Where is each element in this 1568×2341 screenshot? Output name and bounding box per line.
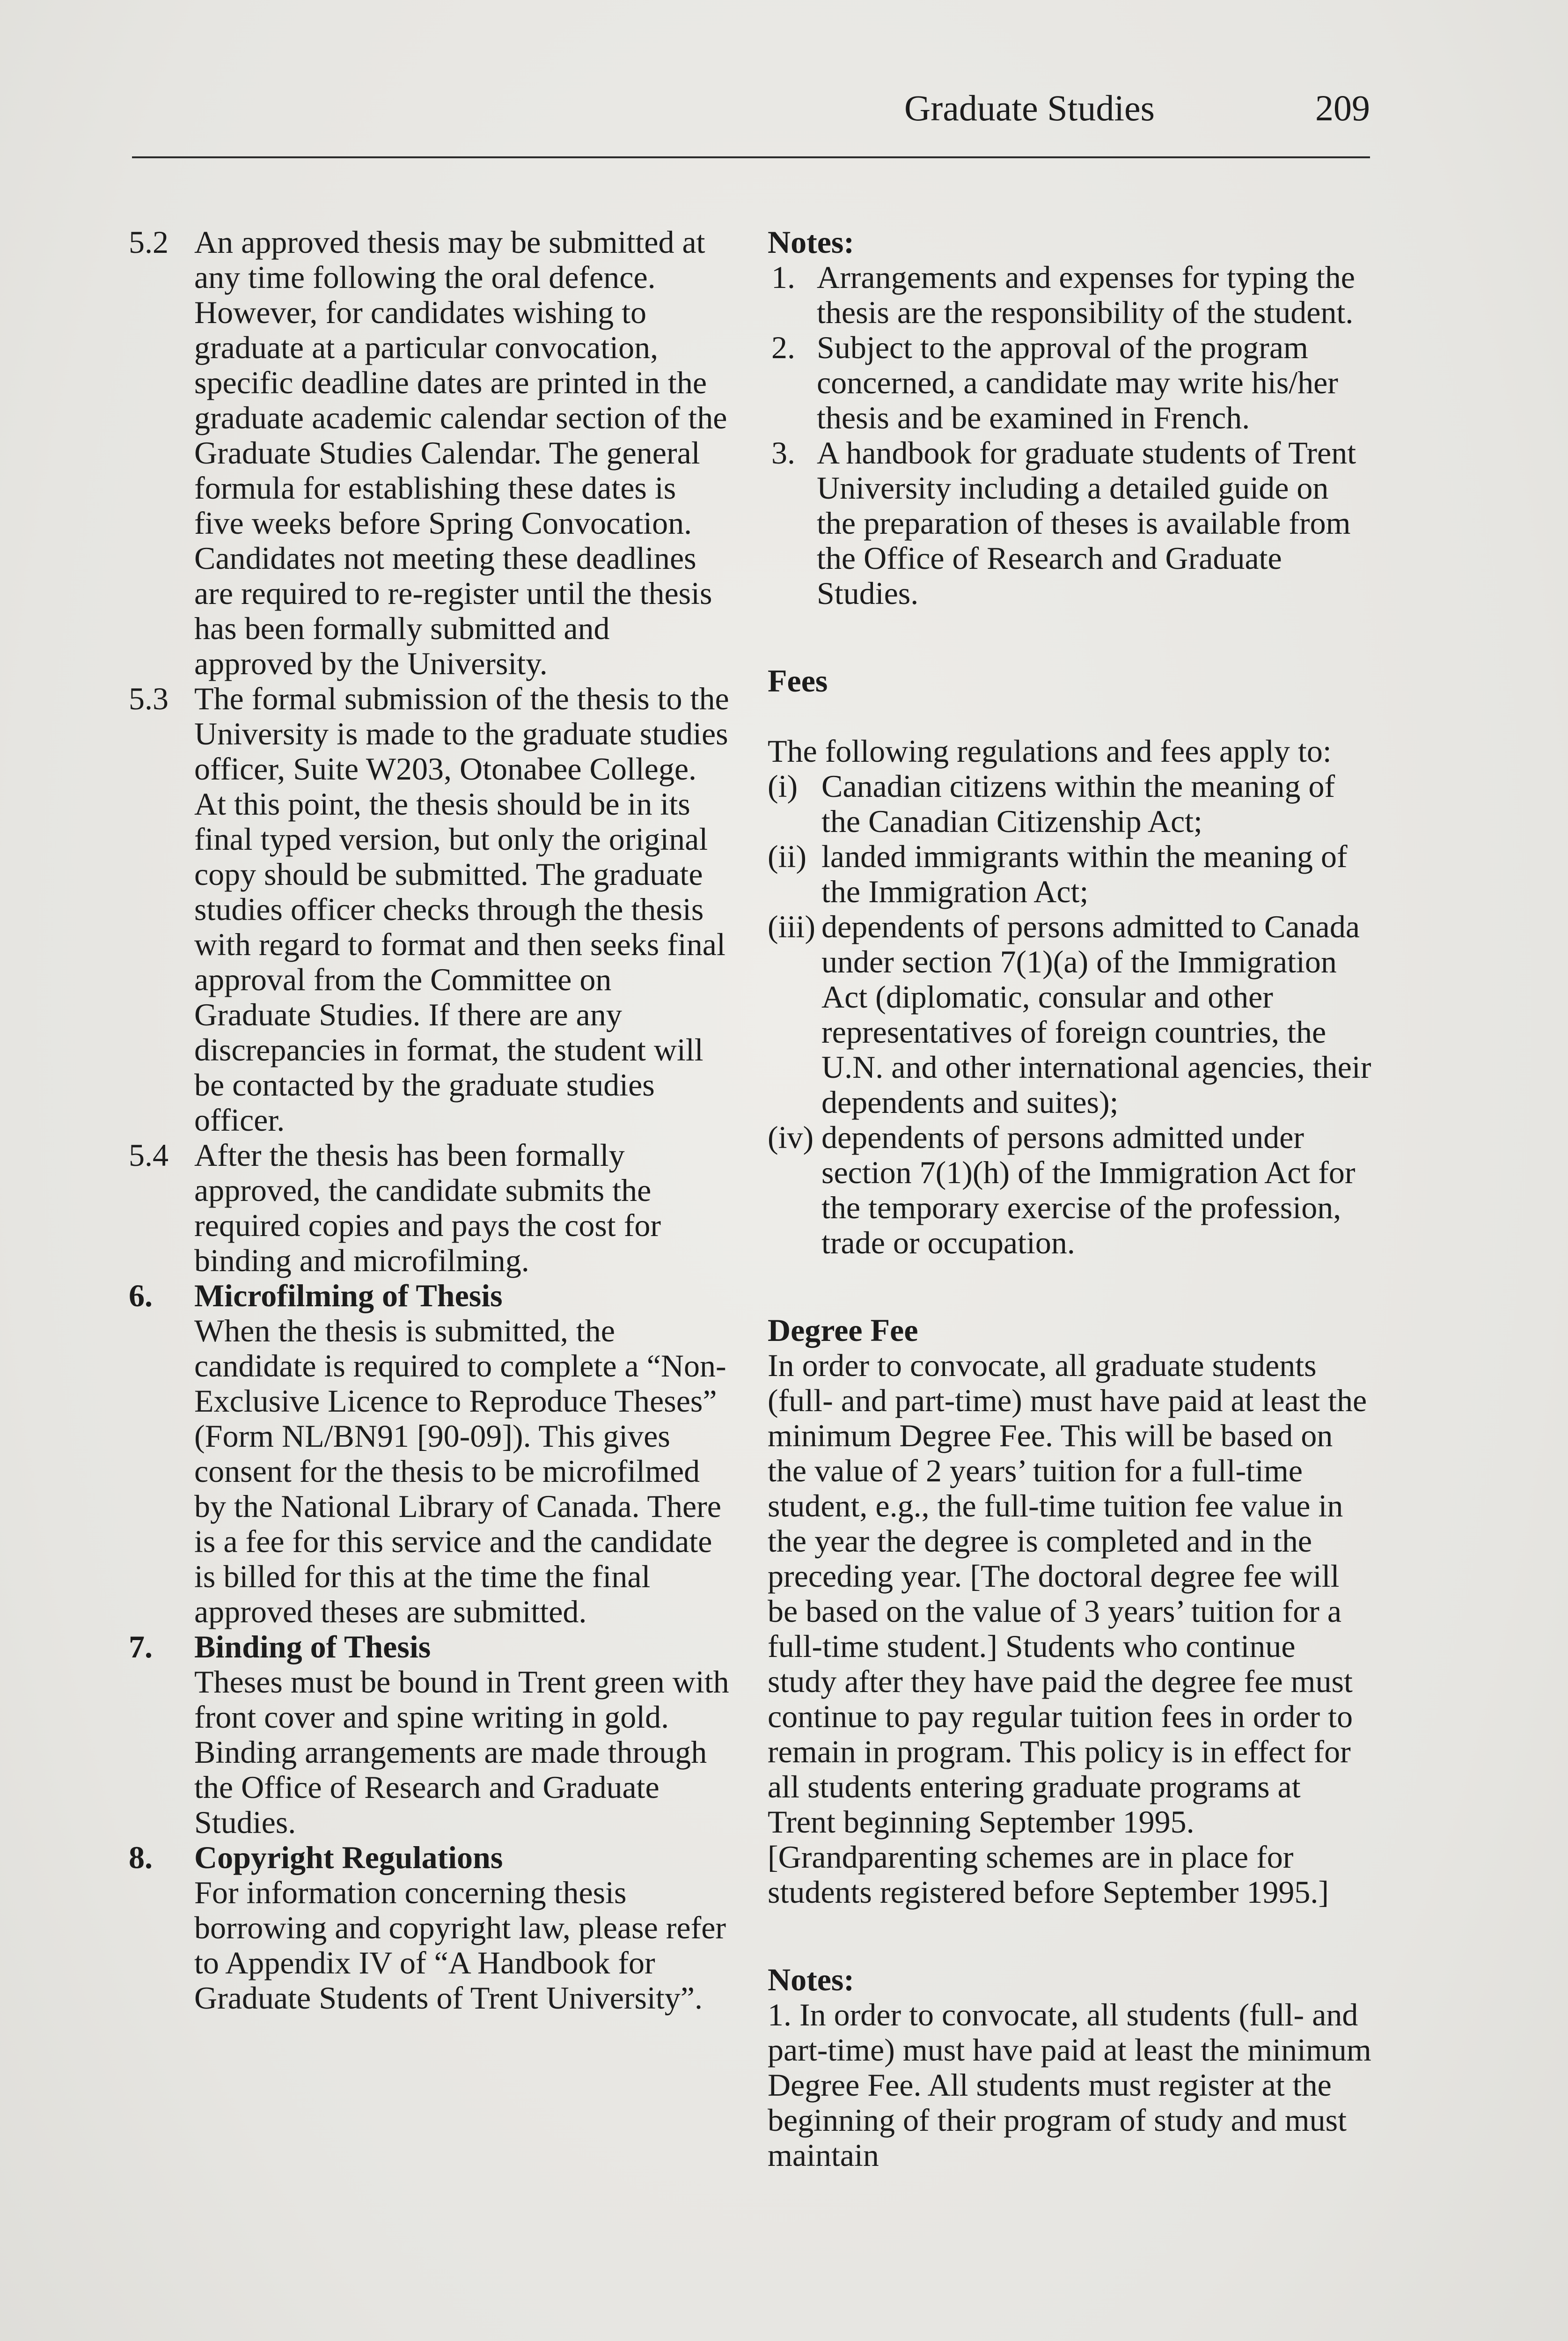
notes2-heading: Notes: [768,1962,855,1997]
note-item [768,330,1371,435]
fees-list-item [768,769,1371,839]
section-5-4 [129,1138,733,1278]
degree-fee-heading: Degree Fee [768,1312,918,1348]
notes-heading: Notes: [768,224,855,260]
section-heading: Microfilming of Thesis [194,1278,503,1313]
section-text: Theses must be bound in Trent green with front cover and spine writing in gold. Binding arrangements are made through the Office of Research and Graduate Studies. [194,1664,729,1840]
section-5-3 [129,681,733,1138]
section-heading: Binding of Thesis [194,1629,431,1664]
note-item [768,260,1371,330]
section-7 [129,1629,733,1840]
list-marker: (ii) [768,839,807,874]
fees-intro: The following regulations and fees apply to: [768,733,1332,769]
fees-list-item [768,909,1371,1120]
section-8 [129,1840,733,2016]
page-header [132,83,1370,135]
section-number: 5.3 [129,681,169,716]
section-heading: Copyright Regulations [194,1840,503,1875]
section-number: 6. [129,1278,153,1313]
note-text: Subject to the approval of the program concerned, a candidate may write his/her thesis and be examined in French. [817,330,1338,435]
section-text: After the thesis has been formally approved, the candidate submits the required copies and pays the cost for binding and microfilming. [194,1137,661,1278]
section-number: 5.2 [129,224,169,260]
list-marker: (iv) [768,1119,814,1155]
section-number: 5.4 [129,1137,169,1173]
list-text: landed immigrants within the meaning of the Immigration Act; [821,839,1348,909]
list-text: dependents of persons admitted to Canada under section 7(1)(a) of the Immigration Act (diplomatic, consular and other representatives of foreign countries, the U.N. and other international agencies, their dependents and suites); [821,909,1371,1120]
note-number: 1. [771,259,795,295]
left-column [129,225,733,2016]
degree-fee-text: In order to convocate, all graduate students (full- and part-time) must have paid at least the minimum Degree Fee. This will be based on the value of 2 years’ tuition for a full-time student, e.g., the full-time tuition fee value in the year the degree is completed and in the preceding year. [The doctoral degree fee will be based on the value of 3 years’ tuition for a full-time student.] Students who continue study after they have paid the degree fee must continue to pay regular tuition fees in order to remain in program. This policy is in effect for all students entering graduate programs at Trent beginning September 1995. [Grandparenting schemes are in place for students registered before September 1995.] [768,1347,1367,1910]
header-rule [132,156,1370,158]
page-number: 209 [1315,88,1370,128]
section-text: An approved thesis may be submitted at any time following the oral defence. However, for candidates wishing to graduate at a particular convocation, specific deadline dates are printed in the graduate academic calendar section of the Graduate Studies Calendar. The general formula for establishing these dates is five weeks before Spring Convocation. Candidates not meeting these deadlines are required to re-register until the thesis has been formally submitted and approved by the University. [194,224,727,681]
running-title: Graduate Studies [904,88,1155,128]
note-number: 3. [771,435,795,471]
section-text: When the thesis is submitted, the candidate is required to complete a “Non-Exclusive Licence to Reproduce Theses” (Form NL/BN91 [90-09]). This gives consent for the thesis to be microfilmed by the National Library of Canada. There is a fee for this service and the candidate is billed for this at the time the final approved theses are submitted. [194,1313,726,1629]
section-number: 8. [129,1840,153,1875]
section-text: The formal submission of the thesis to the University is made to the graduate studies officer, Suite W203, Otonabee College. At this point, the thesis should be in its final typed version, but only the original copy should be submitted. The graduate studies officer checks through the thesis with regard to format and then seeks final approval from the Committee on Graduate Studies. If there are any discrepancies in format, the student will be contacted by the graduate studies officer. [194,681,729,1138]
list-text: dependents of persons admitted under section 7(1)(h) of the Immigration Act for the temporary exercise of the profession, trade or occupation. [821,1119,1356,1260]
section-6 [129,1278,733,1629]
note-text: Arrangements and expenses for typing the thesis are the responsibility of the student. [817,259,1355,330]
list-text: Canadian citizens within the meaning of the Canadian Citizenship Act; [821,768,1335,839]
list-marker: (i) [768,768,798,804]
list-marker: (iii) [768,909,815,944]
section-number: 7. [129,1629,153,1664]
section-text: For information concerning thesis borrowing and copyright law, please refer to Appendix IV of “A Handbook for Graduate Students of Trent University”. [194,1875,726,2016]
fees-list-item [768,839,1371,909]
note-number: 2. [771,330,795,365]
fees-list-item [768,1120,1371,1260]
note-item [768,435,1371,611]
fees-heading: Fees [768,663,828,699]
right-column [768,225,1371,2173]
notes2-text: 1. In order to convocate, all students (full- and part-time) must have paid at least the minimum Degree Fee. All students must register at the beginning of their program of study and must maintain [768,1997,1371,2173]
section-5-2 [129,225,733,681]
note-text: A handbook for graduate students of Trent University including a detailed guide on the preparation of theses is available from the Office of Research and Graduate Studies. [817,435,1356,611]
